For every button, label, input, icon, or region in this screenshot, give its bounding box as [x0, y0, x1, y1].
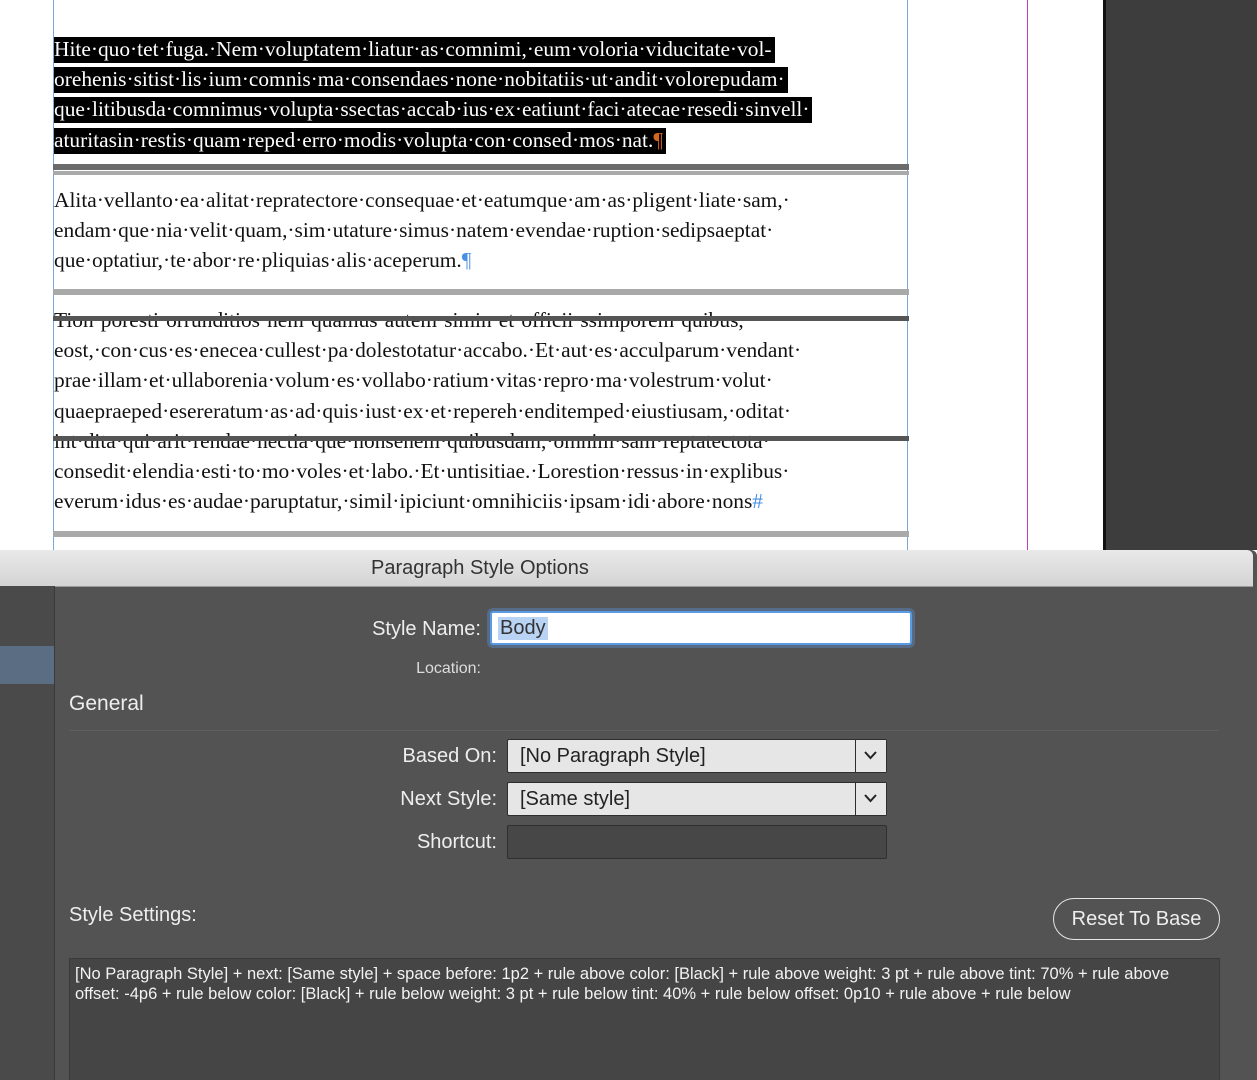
- text-line-content: everum·idus·es·audae·paruptatur,·simil·ipiciunt·omnihiciis·ipsam·idi·abore·nons: [54, 489, 753, 514]
- text-line: [54, 94, 812, 124]
- category-list[interactable]: [0, 586, 55, 1080]
- reset-to-base-button[interactable]: Reset To Base: [1053, 898, 1220, 940]
- based-on-value: [No Paragraph Style]: [520, 745, 706, 767]
- paragraph[interactable]: [54, 305, 801, 516]
- text-line: prae·illam·et·ullaborenia·volum·es·vollabo·ratium·vitas·repro·ma·volestrum·volut·: [54, 368, 773, 393]
- rule-below-tint: [53, 171, 909, 175]
- text-line: quaepraeped·esereratum·as·ad·quis·iust·ex·et·repereh·enditemped·eiustiusam,·oditat·: [54, 398, 792, 423]
- next-style-select[interactable]: [507, 782, 887, 816]
- chevron-down-icon[interactable]: [855, 783, 886, 815]
- text-line: Alita·vellanto·ea·alitat·repratectore·consequae·et·eatumque·am·as·pligent·liate·sam,·: [54, 188, 790, 212]
- rule-above: [53, 316, 909, 321]
- style-settings-text: [No Paragraph Style] + next: [Same style] + space before: 1p2 + rule above color: [Black] + rule above weight: 3 pt + rule above tint: 70% + rule above offset: -4p6 + rule below color: [Black] + rule below weight: 3 pt + rule below tint: 40% + rule below offset: 0p10 + rule above + rule below: [75, 965, 1170, 1003]
- section-divider: [69, 730, 1219, 731]
- pilcrow-mark: ¶: [653, 127, 664, 152]
- dialog-titlebar[interactable]: [0, 550, 1253, 587]
- selected-text: orehenis·sitist·lis·ium·comnis·ma·consendaes·none·nobitatiis·ut·andit·volorepudam·: [54, 67, 788, 93]
- selected-text: aturitasin·restis·quam·reped·erro·modis·volupta·con·consed·mos·nat.: [54, 127, 654, 152]
- text-line: [54, 125, 812, 155]
- style-name-input[interactable]: [490, 611, 912, 645]
- pilcrow-mark: ¶: [461, 248, 472, 273]
- style-settings-box[interactable]: [69, 958, 1220, 1080]
- paragraph[interactable]: [54, 185, 790, 276]
- text-line: endam·que·nia·velit·quam,·sim·utature·simus·natem·evendae·ruption·sedipsaeptat·: [54, 218, 774, 243]
- rule-above: [53, 436, 909, 441]
- shortcut-input[interactable]: [507, 825, 887, 859]
- text-line: consedit·elendia·esti·to·mo·voles·et·labo.·Et·untisitiae.·Lorestion·ressus·in·explibus·: [54, 458, 790, 483]
- text-line: [54, 486, 801, 516]
- paragraph-selected[interactable]: [54, 34, 812, 155]
- paragraph-style-options-dialog: [0, 550, 1257, 1080]
- dialog-title: Paragraph Style Options: [371, 557, 589, 579]
- section-heading-general: General: [69, 692, 144, 715]
- end-of-story-mark: #: [752, 489, 763, 514]
- based-on-select[interactable]: [507, 739, 887, 773]
- text-line: eost,·con·cus·es·enecea·cullest·pa·dolestotatur·accabo.·Et·aut·es·acculparum·vendant·: [54, 338, 802, 363]
- category-item-general[interactable]: [0, 646, 54, 684]
- location-label: Location:: [416, 660, 481, 677]
- pasteboard: [1103, 0, 1257, 550]
- chevron-down-icon[interactable]: [855, 740, 886, 772]
- style-name-label: Style Name:: [372, 618, 481, 640]
- rule-below: [53, 289, 909, 295]
- selected-text: Hite·quo·tet·fuga.·Nem·voluptatem·liatur·as·comnimi,·eum·voloria·viducitate·vol-: [54, 37, 775, 63]
- rule-below: [53, 531, 909, 537]
- shortcut-label: Shortcut:: [416, 831, 497, 853]
- margin-guide: [1027, 0, 1028, 550]
- text-line: [54, 64, 812, 94]
- next-style-label: Next Style:: [400, 788, 497, 810]
- selected-text: que·litibusda·comnimus·volupta·ssectas·accab·ius·ex·eatiunt·faci·atecae·resedi·sinvell·: [54, 97, 812, 123]
- style-name-value: Body: [500, 617, 546, 639]
- text-line: [54, 245, 790, 275]
- style-settings-label: Style Settings:: [69, 904, 197, 926]
- text-line: [54, 34, 812, 64]
- based-on-label: Based On:: [402, 745, 497, 767]
- next-style-value: [Same style]: [520, 788, 631, 810]
- rule-below: [53, 164, 909, 170]
- text-line-content: que·optatiur,·te·abor·re·pliquias·alis·aceperum.: [54, 248, 462, 273]
